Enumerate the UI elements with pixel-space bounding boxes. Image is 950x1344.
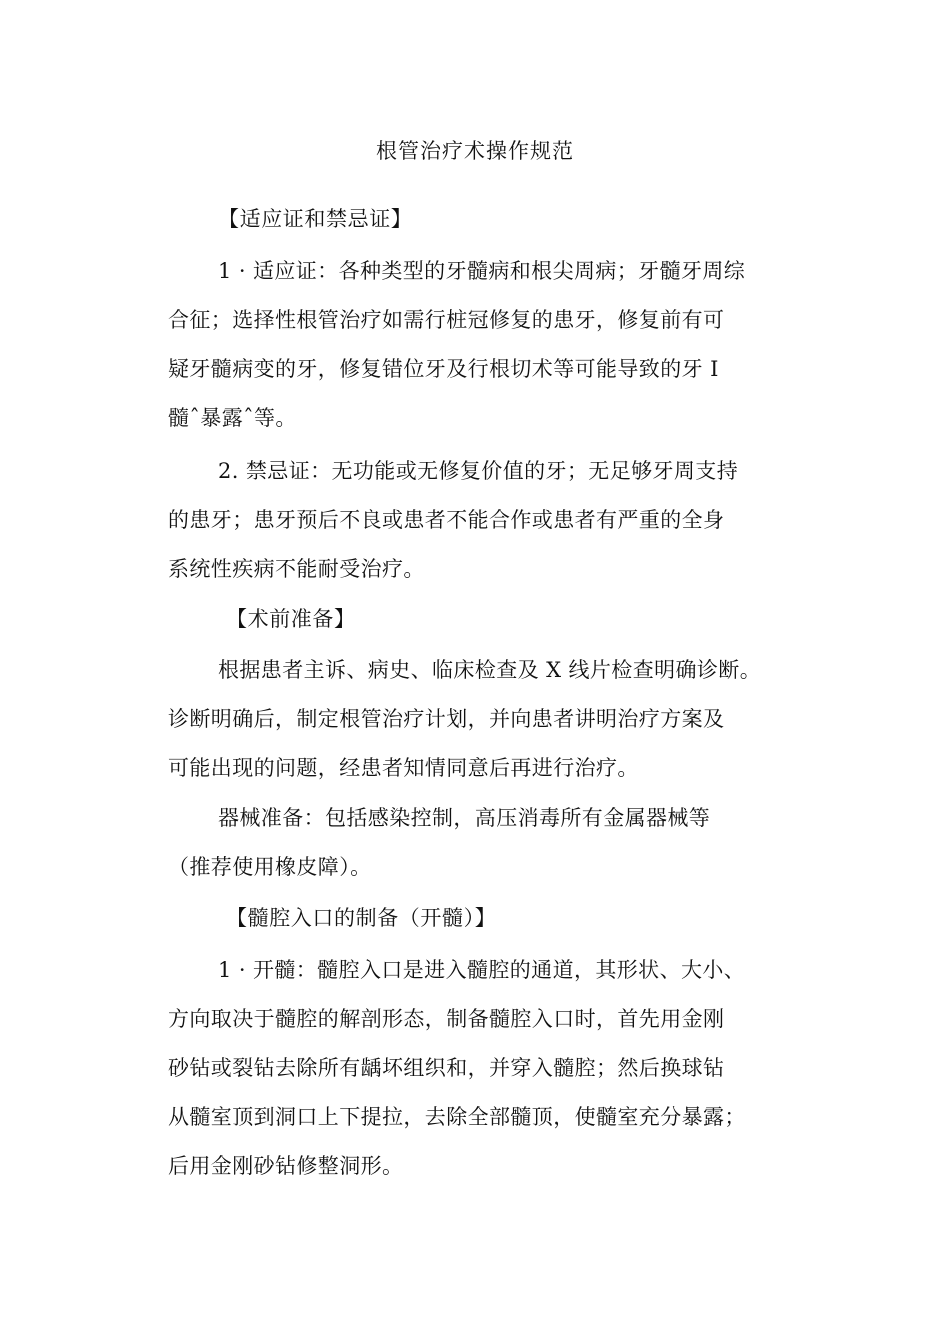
paragraph-line: 合征；选择性根管治疗如需行桩冠修复的患牙，修复前有可 — [168, 308, 725, 332]
paragraph-line: 后用金刚砂钻修整洞形。 — [168, 1154, 404, 1178]
paragraph-line: 1 · 适应证：各种类型的牙髓病和根尖周病；牙髓牙周综 — [218, 259, 746, 283]
section-heading-access: 【髓腔入口的制备（开髓）】 — [226, 906, 497, 930]
paragraph-line: 砂钻或裂钻去除所有龋坏组织和，并穿入髓腔；然后换球钻 — [168, 1056, 725, 1080]
paragraph-line: 系统性疾病不能耐受治疗。 — [168, 557, 425, 581]
page-title: 根管治疗术操作规范 — [376, 139, 574, 163]
paragraph-line: 根据患者主诉、病史、临床检查及 X 线片检查明确诊断。 — [218, 658, 762, 682]
paragraph-line: 疑牙髓病变的牙，修复错位牙及行根切术等可能导致的牙 I — [168, 357, 719, 381]
paragraph-line: 可能出现的问题，经患者知情同意后再进行治疗。 — [168, 756, 639, 780]
paragraph-line: 的患牙；患牙预后不良或患者不能合作或患者有严重的全身 — [168, 508, 725, 532]
paragraph-line: 从髓室顶到洞口上下提拉，去除全部髓顶，使髓室充分暴露； — [168, 1105, 746, 1129]
section-heading-indications: 【适应证和禁忌证】 — [218, 207, 413, 231]
paragraph-line: 器械准备：包括感染控制，高压消毒所有金属器械等 — [218, 806, 711, 830]
paragraph-line: 1 · 开髓：髓腔入口是进入髓腔的通道，其形状、大小、 — [218, 958, 746, 982]
paragraph-line: 髓ˆ暴露ˆ等。 — [168, 406, 297, 430]
section-heading-preop: 【术前准备】 — [226, 607, 356, 631]
paragraph-line: 方向取决于髓腔的解剖形态，制备髓腔入口时，首先用金刚 — [168, 1007, 725, 1031]
paragraph-line: 诊断明确后，制定根管治疗计划，并向患者讲明治疗方案及 — [168, 707, 725, 731]
paragraph-line: 2. 禁忌证：无功能或无修复价值的牙；无足够牙周支持 — [218, 459, 739, 483]
paragraph-line: （推荐使用橡皮障）。 — [168, 855, 372, 879]
